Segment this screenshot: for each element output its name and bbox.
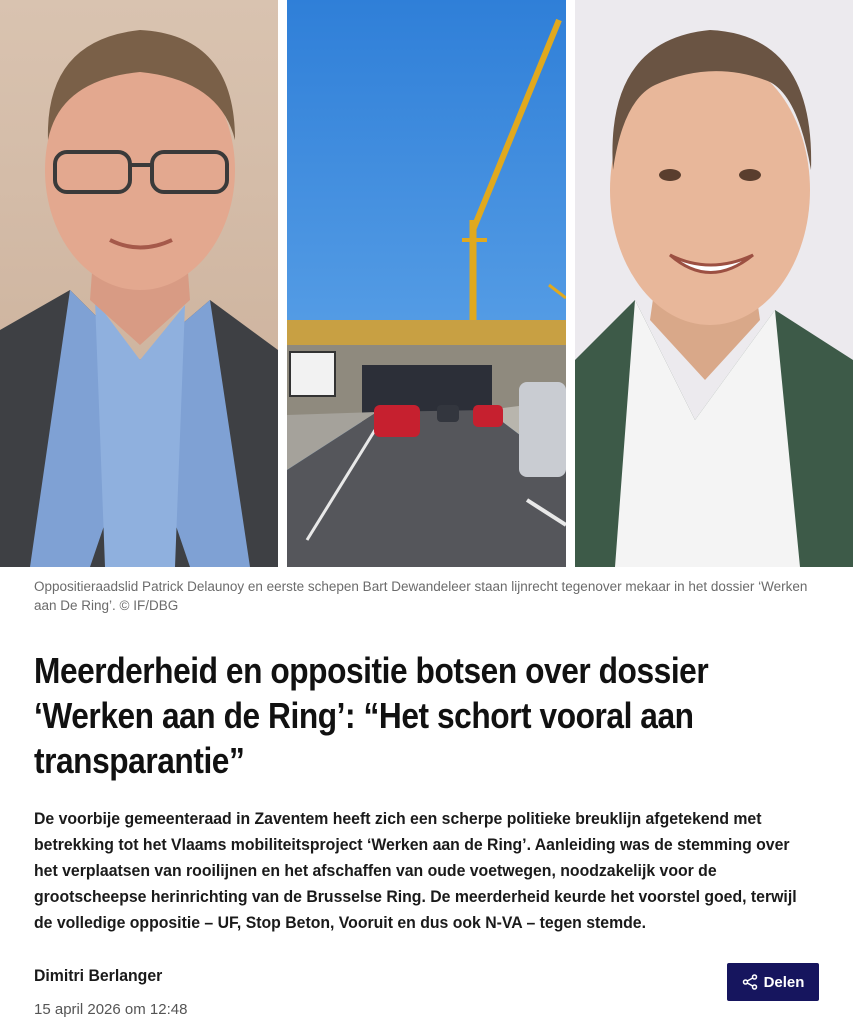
photo-caption: Oppositieraadslid Patrick Delaunoy en eerste schepen Bart Dewandeleer staan lijnrecht tegenover mekaar in het dossier ‘Werken aan De Ring’. © IF/DBG	[34, 579, 808, 613]
author-name[interactable]: Dimitri Berlanger	[34, 966, 163, 985]
publish-date: 15 april 2026 om 12:48	[34, 1001, 188, 1018]
share-button-label: Delen	[763, 973, 805, 991]
portrait-left-photo	[0, 0, 278, 567]
share-button[interactable]	[727, 963, 819, 1001]
ring-road-image	[287, 0, 566, 567]
article-headline: Meerderheid en oppositie botsen over dossier ‘Werken aan de Ring’: “Het schort vooral aan transparantie”	[34, 650, 709, 781]
ring-road-photo	[287, 0, 566, 567]
portrait-right-image	[575, 0, 853, 567]
portrait-left-image	[0, 0, 278, 567]
portrait-right-photo	[575, 0, 853, 567]
share-icon	[742, 974, 758, 990]
article-intro: De voorbije gemeenteraad in Zaventem heeft zich een scherpe politieke breuklijn afgetekend met betrekking tot het Vlaams mobiliteitsproject ‘Werken aan de Ring’. Aanleiding was de stemming over het verplaatsen van rooilijnen en het afschaffen van oude voetwegen, noodzakelijk voor de grootscheepse herinrichting van de Brusselse Ring. De meerderheid keurde het voorstel goed, terwijl de volledige oppositie – UF, Stop Beton, Vooruit en dus ook N-VA – tegen stemde.	[34, 809, 797, 932]
